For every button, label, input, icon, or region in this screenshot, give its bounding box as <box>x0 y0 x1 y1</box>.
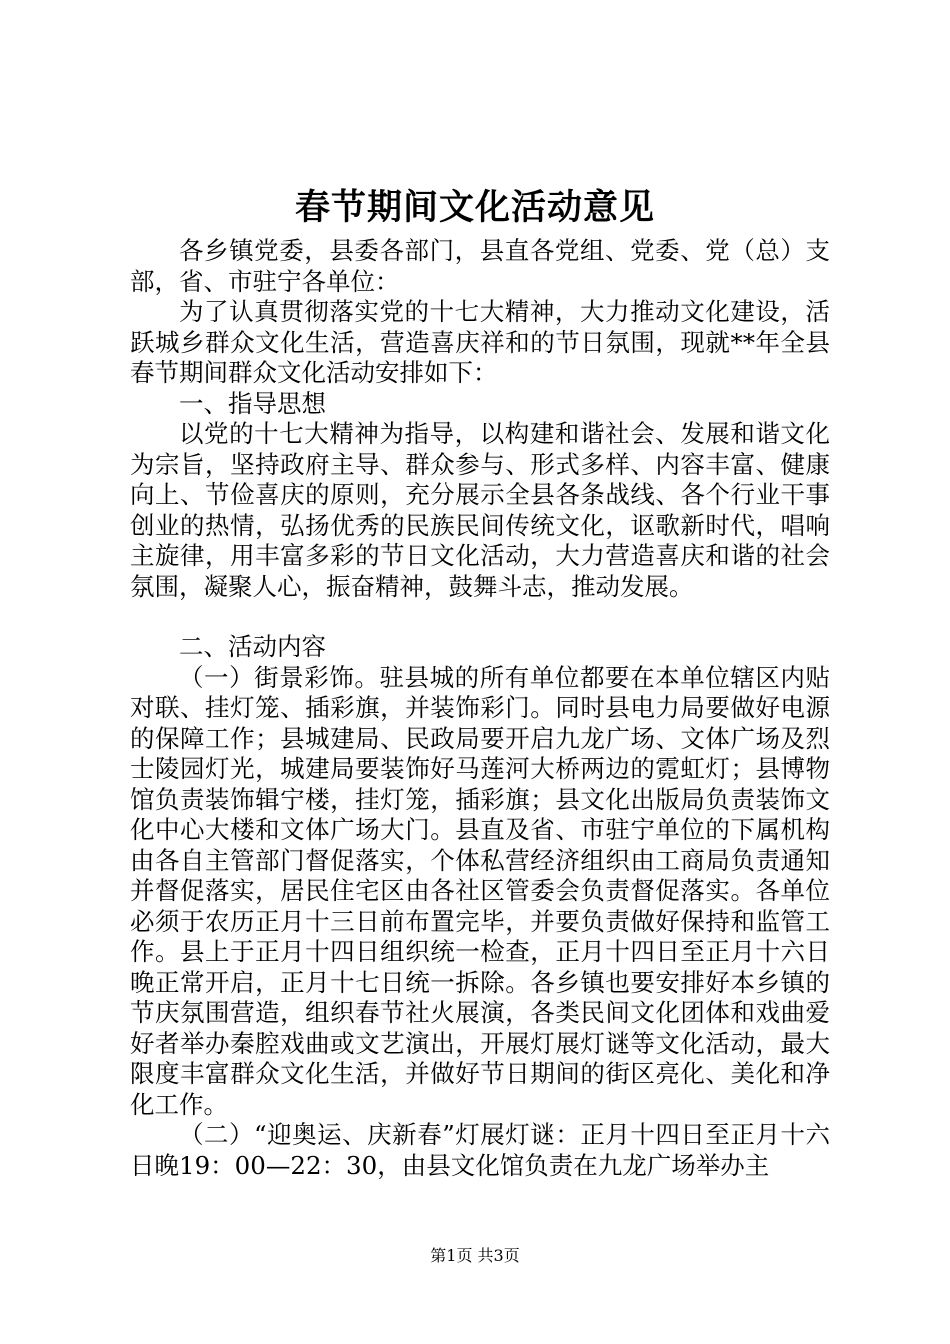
activity-lantern-show-paragraph: （二）“迎奥运、庆新春”灯展灯谜：正月十四日至正月十六日晚19：00—22：30，由县文化馆负责在九龙广场举办主 <box>130 1120 830 1180</box>
section-heading-activities: 二、活动内容 <box>179 632 326 661</box>
salutation-paragraph: 各乡镇党委，县委各部门，县直各党组、党委、党（总）支部，省、市驻宁各单位： <box>130 236 830 296</box>
document-body <box>130 236 830 1181</box>
document-title: 春节期间文化活动意见 <box>294 187 655 228</box>
section-heading-guiding-thought: 一、指导思想 <box>179 388 326 418</box>
page-footer: 第1页 共3页 <box>430 1246 520 1265</box>
activity-street-decoration-paragraph: （一）街景彩饰。驻县城的所有单位都要在本单位辖区内贴对联、挂灯笼、插彩旗，并装饰彩门。同时县电力局要做好电源的保障工作；县城建局、民政局要开启九龙广场、文体广场及烈士陵园灯光，城建局要装饰好马莲河大桥两边的霓虹灯；县博物馆负责装饰辑宁楼，挂灯笼，插彩旗；县文化出版局负责装饰文化中心大楼和文体广场大门。县直及省、市驻宁单位的下属机构由各自主管部门督促落实，个体私营经济组织由工商局负责通知并督促落实，居民住宅区由各社区管委会负责督促落实。各单位必须于农历正月十三日前布置完毕，并要负责做好保持和监管工作。县上于正月十四日组织统一检查，正月十四日至正月十六日晚正常开启，正月十七日统一拆除。各乡镇也要安排好本乡镇的节庆氛围营造，组织春节社火展演，各类民间文化团体和戏曲爱好者举办秦腔戏曲或文艺演出，开展灯展灯谜等文化活动，最大限度丰富群众文化生活，并做好节日期间的街区亮化、美化和净化工作。 <box>130 662 830 1119</box>
guiding-thought-paragraph: 以党的十七大精神为指导，以构建和谐社会、发展和谐文化为宗旨，坚持政府主导、群众参与、形式多样、内容丰富、健康向上、节俭喜庆的原则，充分展示全县各条战线、各个行业干事创业的热情，弘扬优秀的民族民间传统文化，讴歌新时代，唱响主旋律，用丰富多彩的节日文化活动，大力营造喜庆和谐的社会氛围，凝聚人心，振奋精神，鼓舞斗志，推动发展。 <box>130 419 830 601</box>
intro-paragraph: 为了认真贯彻落实党的十七大精神，大力推动文化建设，活跃城乡群众文化生活，营造喜庆祥和的节日氛围，现就**年全县春节期间群众文化活动安排如下： <box>130 297 830 387</box>
